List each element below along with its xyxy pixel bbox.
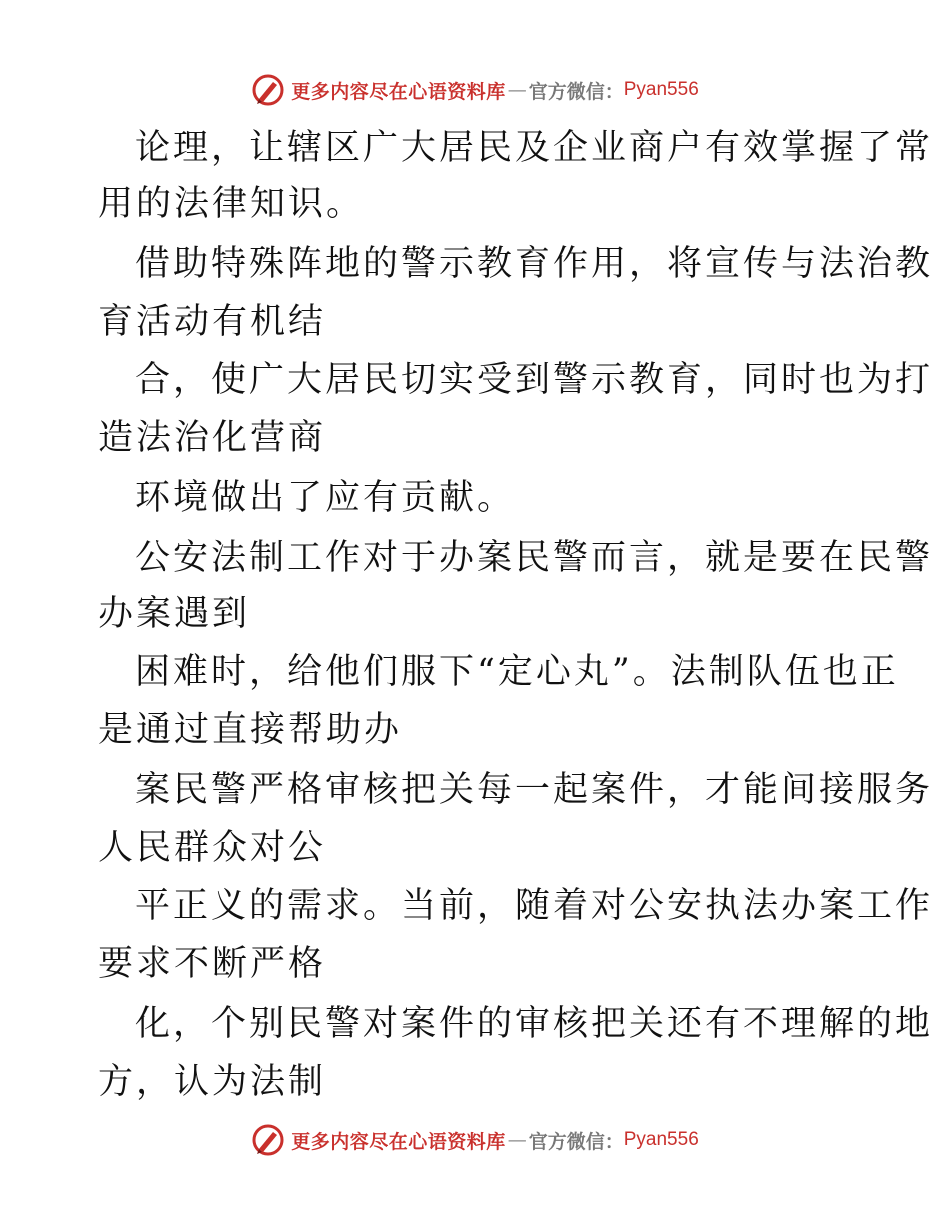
text-line: 平正义的需求。当前，随着对公安执法办案工作 xyxy=(135,886,934,926)
pen-logo-icon xyxy=(251,1123,285,1157)
text-line: 案民警严格审核把关每一起案件，才能间接服务 xyxy=(135,770,934,810)
text-line: 要求不断严格 xyxy=(98,944,327,984)
text-line: 合，使广大居民切实受到警示教育，同时也为打 xyxy=(135,360,934,400)
footer-banner-text: 更多内容尽在心语资料库 xyxy=(291,1130,506,1153)
text-line: 办案遇到 xyxy=(98,594,251,634)
footer-banner xyxy=(0,1120,950,1160)
footer-wechat-label: 官方微信： xyxy=(528,1130,624,1153)
text-line: 困难时，给他们服下“定心丸”。法制队伍也正 xyxy=(135,652,899,692)
text-line: 是通过直接帮助办 xyxy=(98,710,403,750)
header-dash: — xyxy=(507,79,527,101)
text-line: 公安法制工作对于办案民警而言，就是要在民警 xyxy=(135,538,934,578)
pen-logo-icon xyxy=(251,73,285,107)
header-banner xyxy=(0,70,950,110)
text-line: 化，个别民警对案件的审核把关还有不理解的地 xyxy=(135,1004,934,1044)
text-line: 环境做出了应有贡献。 xyxy=(135,478,516,518)
text-line: 造法治化营商 xyxy=(98,418,327,458)
header-wechat-label: 官方微信： xyxy=(528,80,624,103)
footer-wechat-id: Pyan556 xyxy=(623,1129,699,1150)
header-wechat-id: Pyan556 xyxy=(623,79,699,100)
text-line: 方，认为法制 xyxy=(98,1062,327,1102)
header-banner-text: 更多内容尽在心语资料库 xyxy=(291,80,506,103)
text-line: 人民群众对公 xyxy=(98,828,327,868)
footer-dash: — xyxy=(507,1129,527,1151)
text-line: 育活动有机结 xyxy=(98,302,327,342)
text-line: 借助特殊阵地的警示教育作用，将宣传与法治教 xyxy=(135,244,934,284)
text-line: 论理，让辖区广大居民及企业商户有效掌握了常 xyxy=(135,128,934,168)
text-line: 用的法律知识。 xyxy=(98,184,365,224)
